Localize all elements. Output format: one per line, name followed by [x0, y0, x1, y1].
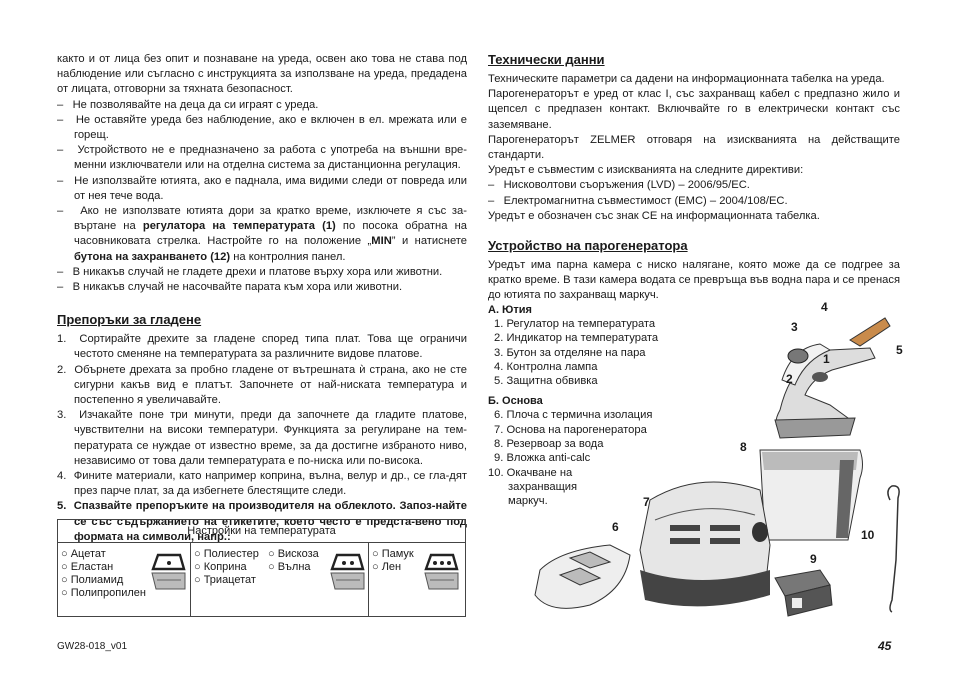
part-item: 10. Окачване на	[488, 466, 573, 479]
base-drawing	[640, 482, 770, 606]
callout-5: 5	[896, 343, 903, 357]
fabric-item: ○ Полипропилен	[61, 587, 146, 599]
callout-7: 7	[643, 495, 650, 509]
part-item: 9. Вложка anti-calc	[494, 452, 591, 465]
directive-item: – Нисковолтови съоръжения (LVD) – 2006/95/EC.	[488, 179, 750, 192]
document-code: GW28-018_v01	[57, 641, 128, 652]
device-structure-title: Устройство на парогенератора	[488, 238, 688, 254]
anticalc-drawing	[775, 570, 832, 616]
bullet: – В никакъв случай не гладете дрехи и платове върху хора или животни.	[57, 265, 443, 278]
fabric-item: ○ Вълна	[268, 561, 311, 573]
fabric-item: ○ Памук	[372, 548, 414, 560]
bullet: – Не позволявайте на деца да си играят с уреда.	[57, 98, 319, 111]
steam-generator-illustration	[530, 300, 910, 620]
table-header: Настройки на температурата	[58, 520, 465, 543]
callout-10: 10	[861, 528, 875, 542]
ironing-tips-title: Препоръки за гладене	[57, 312, 202, 328]
fabric-item: ○ Еластан	[61, 561, 114, 573]
paragraph: Уредът е обозначен със знак CE на информационната табелка.	[488, 209, 820, 222]
paragraph: Парогенераторът е уред от клас I, със захранващ кабел с предпазно жило и щепсел с предпазен контакт. Включвайте го в електрически контакт със заземяване.	[488, 88, 900, 131]
intro-text: както и от лица без опит и познаване на уреда, освен ако това не става под наблюдение или съгласно с инструкцията за използване на уреда, предадена от лицата, отговорни за тяхната безопасност.	[57, 53, 467, 96]
fabric-item: ○ Триацетат	[194, 574, 256, 586]
callout-9: 9	[810, 552, 817, 566]
numbered-item: 4. Финитe материали, като например коприна, вълна, велур и др., се гла-дят през парче плат, за да избегнете блестящите следи.	[57, 470, 468, 498]
callout-4: 4	[821, 300, 828, 314]
paragraph: Парогенераторът ZELMER отговаря на изискванията на действащите стандарти.	[488, 133, 900, 162]
temperature-table	[57, 519, 466, 617]
bullet: – Не оставяйте уреда без наблюдение, ако е включен в ел. мрежата или е горещ.	[57, 113, 467, 142]
fabric-item: ○ Вискоза	[268, 548, 319, 560]
part-item: 8. Резервоар за вода	[494, 438, 604, 451]
callout-3: 3	[791, 320, 798, 334]
numbered-item: 5. Спазвайте препоръките на производителя на облеклото. Запоз-найте се със съдържанието на етикетите, което често е предста-вено под формата на символи, напр.:	[57, 500, 467, 543]
section-iron-label: А. Ютия	[488, 304, 532, 316]
numbered-item: 1. Сортирайте дрехите за гладене според типа плат. Това ще ограничи честото сменяне на температурата за различните видове платове.	[57, 333, 467, 361]
tech-data-title: Технически данни	[488, 52, 605, 67]
iron-three-dots-icon	[423, 549, 461, 593]
section-base-label: Б. Основа	[488, 395, 543, 408]
paragraph: Уредът е съвместим с изискванията на следните директиви:	[488, 164, 804, 177]
plate-drawing	[535, 545, 630, 608]
paragraph: Уредът има парна камера с ниско налягане, която може да се подгрее за кратко време. В тази камера водата се превръща във водна пара и се пренася до ютията по захранващ маркуч.	[488, 259, 900, 302]
tank-drawing	[760, 450, 863, 540]
fabric-item: ○ Полиамид	[61, 574, 124, 586]
part-item: маркуч.	[508, 495, 548, 508]
table-cell-low	[58, 543, 191, 616]
fabric-item: ○ Полиестер	[194, 548, 259, 560]
fabric-item: ○ Ацетат	[61, 548, 106, 560]
part-item: 2. Индикатор на температурата	[494, 332, 659, 345]
bullet: – Устройството не е предназначено за работа с употреба на външни вре-менни изключватели или на отделна система за дистанционна регулация.	[57, 144, 468, 172]
callout-6: 6	[612, 520, 619, 534]
part-item: 7. Основа на парогенератора	[494, 423, 647, 436]
bullet: – В никакъв случай не насочвайте парата към хора или животни.	[57, 281, 403, 294]
fabric-item: ○ Коприна	[194, 561, 247, 573]
part-item: 5. Защитна обвивка	[494, 375, 598, 388]
iron-two-dots-icon	[329, 549, 367, 593]
right-column	[488, 52, 900, 304]
part-item: захранващия	[508, 480, 578, 493]
directive-item: – Електромагнитна съвместимост (EMC) – 2004/108/EC.	[488, 194, 788, 207]
numbered-item: 2. Обърнете дрехата за пробно гладене от вътрешната ѝ страна, ако не сте сигурни какъв вид е платът. Започнете от най-ниската температура и постепенно я увеличавайте.	[57, 363, 467, 407]
table-cell-high	[369, 543, 465, 616]
callout-2: 2	[786, 372, 793, 386]
hanger-drawing	[888, 486, 899, 612]
table-cell-medium	[191, 543, 369, 616]
bullet: – Ако не използвате ютията дори за кратко време, изключете я със за-въртане на регулатора на температурата (1) по посока обратна на часовниковата стрелка. Настройте го на положение „MIN” и натиснете бутона на захранването (12) на контролния панел.	[57, 205, 468, 263]
part-item: 3. Бутон за отделяне на пара	[494, 346, 646, 359]
callout-1: 1	[823, 352, 830, 366]
numbered-item: 3. Изчакайте поне три минути, преди да започнете да гладите платове, чувствителни на високи температури. Функцията за регулиране на тем-пературата се нуждае от известно време, за да достигне избраното ниво, независимо от това дали температурата е по-ниска или по-висока.	[57, 409, 467, 467]
part-item: 6. Плоча с термична изолация	[494, 409, 653, 422]
iron-one-dot-icon	[150, 549, 188, 593]
fabric-item: ○ Лен	[372, 561, 402, 573]
paragraph: Техническите параметри са дадени на информационната табелка на уреда.	[488, 73, 885, 85]
part-item: 4. Контролна лампа	[494, 360, 598, 373]
callout-8: 8	[740, 440, 747, 454]
part-item: 1. Регулатор на температурата	[494, 318, 656, 330]
page-number: 45	[878, 639, 892, 653]
left-column	[57, 52, 467, 545]
bullet: – Не използвайте ютията, ако е паднала, има видими следи от повреда или от нея тече вода.	[57, 174, 467, 202]
